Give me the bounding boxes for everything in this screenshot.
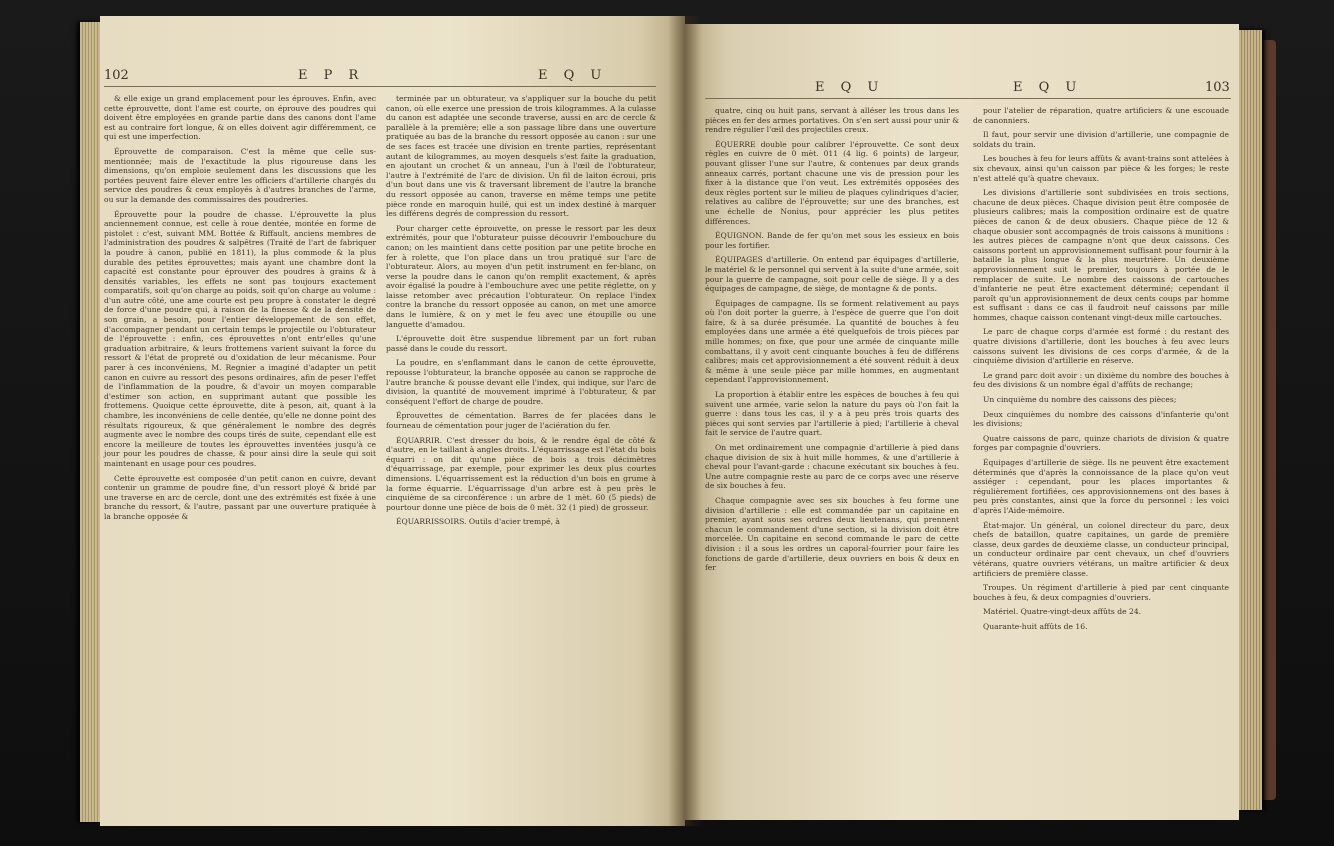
book-gutter: [668, 16, 702, 826]
paragraph: Le parc de chaque corps d'armée est formé : du restant des quatre divisions d'artillerie, dont les bouches à feu avec leurs caissons suivent les divisions de ces corps d'armée, & de la cinquième division d'artillerie en réserve.: [973, 327, 1229, 366]
left-page: [100, 16, 685, 826]
right-header-right: E Q U: [1013, 80, 1083, 95]
paragraph: La poudre, en s'enflammant dans le canon de cette éprouvette, repousse l'obturateur, la branche opposée au canon se rapproche de l'autre branche & pousse devant elle l'index, qui indique, sur l'arc de division, la quantité de mouvement imprimé à l'obturateur, & par conséquent l'effort de charge de poudre.: [386, 358, 656, 406]
paragraph: Quarante-huit affûts de 16.: [983, 621, 1088, 631]
paragraph: quatre, cinq ou huit pans, servant à alléser les trous dans les pièces en fer des armes portatives. On s'en sert aussi pour unir & rendre régulier l'œil des projectiles creux.: [705, 106, 959, 135]
paragraph: Chaque compagnie avec ses six bouches à feu forme une division d'artillerie : elle est commandée par un capitaine en premier, ayant sous ses ordres deux lieutenans, qui prennent chacun le commandement d'une section, si la division doit être morcelée. Un capitaine en second commande le parc de cette division : il a sous les ordres un caporal-fourrier pour faire les fonctions de garde d'artillerie, deux ouvriers en bois & deux en fer: [705, 495, 959, 573]
paragraph: ÉQUARRIR. C'est dresser du bois, & le rendre égal de côté & d'autre, en le taillant à angles droits. L'équarrissage est l'état du bois équarri : on dit qu'une pièce de bois a trois décimètres d'équarrissage, par exemple, pour exprimer les deux plus courtes dimensions. L'équarrissement est la réduction d'un bois en grume à la forme équarrie. L'équarrissage d'un arbre est à peu près le cinquième de sa circonférence : un arbre de 1 mèt. 60 (5 pieds) de pourtour donne une pièce de bois de 0 mèt. 32 (1 pied) de grosseur.: [386, 435, 656, 512]
paragraph: pour l'atelier de réparation, quatre artificiers & une escouade de canonniers.: [973, 106, 1229, 125]
paragraph: Il faut, pour servir une division d'artillerie, une compagnie de soldats du train.: [973, 130, 1229, 149]
right-column-1: [705, 106, 959, 578]
paragraph: Quatre caissons de parc, quinze chariots de division & quatre forges par compagnie d'ouvriers.: [973, 433, 1229, 453]
paragraph: Troupes. Un régiment d'artillerie à pied par cent cinquante bouches à feu, & deux compagnies d'ouvriers.: [973, 583, 1229, 602]
paragraph: terminée par un obturateur, va s'appliquer sur la bouche du petit canon, où elle exerce une pression de trois kilogrammes. A la culasse du canon est adaptée une seconde traverse, aussi en arc de cercle & parallèle à la première; elle a son passage libre dans une ouverture pratiquée au bas de la branche du ressort opposée au canon : sur une de ses faces est tracée une division en trente parties, représentant autant de kilogrammes, au moyen desquels s'est faite la graduation, en ajoutant un crochet & un anneau, l'un à l'œil de l'obturateur, l'autre à l'extrémité de l'arc de division. Un fil de laiton écroui, pris d'un bout dans une vis & traversant librement de l'autre la branche du ressort opposée au canon, traverse en même temps une petite pièce ronde en maroquin huilé, qui est un index destiné à marquer les différens degrés de compression du ressort.: [386, 94, 656, 219]
paragraph: & elle exige un grand emplacement pour les éprouves. Enfin, avec cette éprouvette, dont l'ame est courte, on éprouve des poudres qui doivent être employées en grande partie dans des canons dont l'ame est au contraire fort longue, & on elles doivent agir différemment, ce qui est une imperfection.: [104, 94, 376, 142]
paragraph: ÉQUIPAGES d'artillerie. On entend par équipages d'artillerie, le matériel & le personnel qui servent à la suite d'une armée, soit pour la guerre de campagne, soit pour celle de siège. Il y a des équipages de campagne, de siège, de montagne & de ponts.: [705, 255, 959, 294]
paragraph: ÉQUARRISSOIRS. Outils d'acier trempé, à: [396, 517, 560, 527]
paragraph: ÉQUERRE double pour calibrer l'éprouvette. Ce sont deux règles en cuivre de 0 mèt. 011 (4 lig. 6 points) de largeur, pouvant glisser l'une sur l'autre, & contenues par deux grands anneaux carrés, portant chacune une vis de pression pour les fixer à la distance que l'on veut. Les extrémités opposées des deux règles portent sur le milieu de plaques cylindriques d'acier, relatives au calibre de l'éprouvette; sur une des branches, est une échelle de Nonius, pour apprécier les plus petites différences.: [705, 139, 959, 226]
paragraph: Le grand parc doit avoir : un dixième du nombre des bouches à feu des divisions & un nombre égal d'affûts de rechange;: [973, 370, 1229, 390]
paragraph: Les bouches à feu for leurs affûts & avant-trains sont attelées à six chevaux, ainsi qu'un caisson par pièce & les forges; le reste n'est attelé qu'à quatre chevaux.: [973, 154, 1229, 183]
paragraph: On met ordinairement une compagnie d'artillerie à pied dans chaque division de six à huit mille hommes, & une d'artillerie à cheval pour l'avant-garde : chacune exécutant six bouches à feu. Une autre compagnie reste au parc de ce corps avec une réserve de six bouches à feu.: [705, 443, 959, 491]
paragraph: Équipages d'artillerie de siège. Ils ne peuvent être exactement déterminés que d'après la connoissance de la place qu'on veut assiéger : cependant, pour les places importantes & régulièrement fortifiées, ces approvisionnemens ont des bases à peu près constantes, ainsi que la force du personnel : les voici d'après l'Aide-mémoire.: [973, 458, 1229, 515]
left-header-left: E P R: [298, 68, 365, 83]
paragraph: Un cinquième du nombre des caissons des pièces;: [983, 395, 1177, 405]
paragraph: Cette éprouvette est composée d'un petit canon en cuivre, devant contenir un gramme de poudre fine, d'un ressort ployé & bridé par une traverse en arc de cercle, dont une des extrémités est fixée à une branche du ressort, & l'autre, passant par une ouverture pratiquée à la branche opposée &: [104, 473, 376, 521]
paragraph: Équipages de campagne. Ils se forment relativement au pays où l'on doit porter la guerre, à l'espèce de guerre que l'on doit faire, & à sa durée présumée. La quantité de bouches à feu employées dans une armée a été quelquefois de trois pièces par mille hommes; on fixe, que pour une armée de cinquante mille combattans, il y avoit cent cinquante bouches à feu de différens calibres; mais cet approvisionnement a été souvent réduit à deux & même à une seule pièce par mille hommes, en augmentant cependant l'approvisionnement.: [705, 298, 959, 385]
paragraph: Deux cinquièmes du nombre des caissons d'infanterie qu'ont les divisions;: [973, 409, 1229, 429]
paragraph: Éprouvettes de cémentation. Barres de fer placées dans le fourneau de cémentation pour juger de l'aciération du fer.: [386, 411, 656, 430]
right-page-number: 103: [1205, 80, 1230, 95]
right-column-2: [973, 106, 1229, 637]
right-page-edges: [1236, 30, 1262, 810]
paragraph: État-major. Un général, un colonel directeur du parc, deux chefs de bataillon, quatre capitaines, un garde de première classe, deux gardes de deuxième classe, un conducteur principal, un conducteur ordinaire par cent chevaux, un chef d'ouvriers vétérans, quatre ouvriers vétérans, un maître artificier & deux artificiers de première classe.: [973, 520, 1229, 578]
left-header-right: E Q U: [538, 68, 608, 83]
paragraph: ÉQUIGNON. Bande de fer qu'on met sous les essieux en bois pour les fortifier.: [705, 231, 959, 250]
paragraph: L'éprouvette doit être suspendue librement par un fort ruban passé dans le coude du ressort.: [386, 334, 656, 353]
paragraph: Matériel. Quatre-vingt-deux affûts de 24.: [983, 607, 1142, 617]
left-page-number: 102: [104, 68, 129, 83]
paragraph: Éprouvette de comparaison. C'est la même que celle sus-mentionnée; mais de l'exactitude la plus rigoureuse dans les dimensions, qu'on emploie seulement dans les discussions que les portées peuvent faire élever entre les officiers d'artillerie chargés du service des poudres & ceux employés à d'autres branches de l'arme, ou sur la demande des commissaires des poudreries.: [104, 146, 376, 204]
left-column-2: [386, 94, 656, 532]
right-header-left: E Q U: [815, 80, 885, 95]
left-page-edges: [80, 22, 102, 822]
paragraph: La proportion à établir entre les espèces de bouches à feu qui suivent une armée, varie selon la nature du pays où l'on fait la guerre : dans tous les cas, il y a à peu près trois quarts des pièces qui sont servies par l'artillerie à pied; l'artillerie à cheval fait le service de l'autre quart.: [705, 390, 959, 438]
right-header-rule: [705, 98, 1231, 99]
left-header-rule: [104, 86, 656, 87]
paragraph: Les divisions d'artillerie sont subdivisées en trois sections, chacune de deux pièces. Chaque division peut être composée de plusieurs calibres; mais la composition ordinaire est de quatre pièces de canon & de deux obusiers. Chaque pièce de 12 & chaque obusier sont accompagnés de trois caissons à munitions : les autres pièces de campagne n'ont que deux caissons. Ces caissons portent un approvisionnement suffisant pour fournir à la bataille la plus longue & la plus meurtrière. Un deuxième approvisionnement suit le premier, toujours à portée de le remplacer de suite. Le nombre des caissons de cartouches d'infanterie ne peut être exactement déterminé; cependant il paroît qu'un approvisionnement de deux cents coups par homme est suffisant : dans ce cas il faudroit neuf caissons par mille hommes, chaque caisson contenant vingt-deux mille cartouches.: [973, 188, 1229, 322]
right-page: [683, 24, 1239, 820]
left-column-1: [104, 94, 376, 527]
paragraph: Éprouvette pour la poudre de chasse. L'éprouvette la plus anciennement connue, est celle à roue dentée, montée en forme de pistolet : c'est, suivant MM. Bottée & Riffault, anciens membres de l'administration des poudres & salpêtres (Traité de l'art de fabriquer la poudre à canon, publié en 1811), la plus commode & la plus durable des petites éprouvettes; mais ayant une chambre dont la capacité est constante pour éprouver des poudres à grains & à densités variables, les effets ne sont pas toujours exactement comparatifs, soit qu'on charge au poids, soit qu'on charge au volume : d'un autre côté, une ame courte est peu propre à constater le degré de force d'une poudre qui, à raison de la finesse & de la densité de son grain, a besoin, pour l'entier développement de son effet, d'accompagner pendant un certain temps le projectile ou l'obturateur de l'éprouvette : enfin, ces éprouvettes n'ont entr'elles qu'une graduation arbitraire, & leurs frottemens varient suivant la force du ressort & l'état de propreté ou d'oxidation de leur mécanisme. Pour parer à ces inconvéniens, M. Regnier a imaginé d'adapter un petit canon en cuivre au ressort des pesons ordinaires, afin de peser l'effet de l'inflammation de la poudre, & d'avoir un moyen comparable d'estimer son action, en supprimant autant que possible les frottemens. Quoique cette éprouvette, dite à peson, ait, quant à la chambre, les inconvéniens de celle dentée, qu'elle ne donne point des résultats rigoureux, & que généralement le nombre des degrés augmente avec le nombre des coups tirés de suite, cependant elle est encore la meilleure de toutes les éprouvettes inventées jusqu'à ce jour pour les poudres de chasse, & pour ainsi dire la seule qui soit maintenant en usage pour ces poudres.: [104, 209, 376, 468]
paragraph: Pour charger cette éprouvette, on presse le ressort par les deux extrémités, pour que l'obturateur puisse découvrir l'embouchure du canon; on les maintient dans cette position par une petite broche en fer à rolette, que l'on place dans un trou pratiqué sur l'arc de l'obturateur. Alors, au moyen d'un petit instrument en fer-blanc, on verse la poudre dans le canon qu'on remplit exactement, & après avoir égalisé la poudre à l'embouchure avec une petite réglette, on y laisse retomber avec précaution l'obturateur. On replace l'index contre la branche du ressort opposée au canon, on met une amorce dans le lumière, & on y met le feu avec une étoupille ou une languette d'amadou.: [386, 223, 656, 329]
